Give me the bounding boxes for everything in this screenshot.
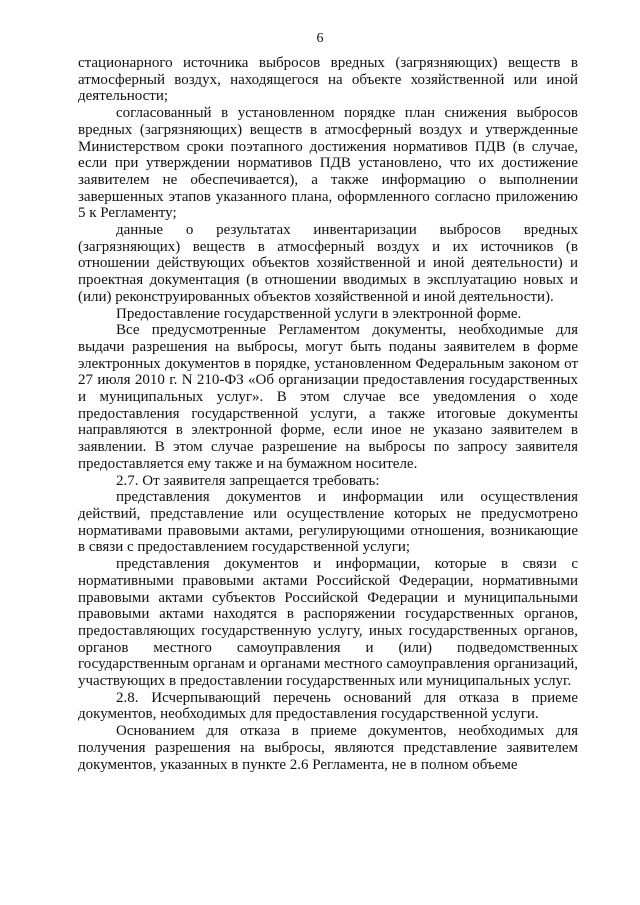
paragraph: данные о результатах инвентаризации выбросов вредных (загрязняющих) веществ в атмосферный воздух и их источников (в отношении действующих объектов хозяйственной и иной деятельности) и проектная документация (в отношении вводимых в эксплуатацию новых и (или) реконструированных объектов хозяйственной и иной деятельности).: [78, 222, 578, 305]
paragraph: представления документов и информации или осуществления действий, представление или осуществление которых не предусмотрено нормативами правовыми актами, регулирующими отношения, возникающие в связи с предоставлением государственной услуги;: [78, 489, 578, 556]
section-heading: 2.8. Исчерпывающий перечень оснований для отказа в приеме документов, необходимых для предоставления государственной услуги.: [78, 689, 578, 723]
paragraph: стационарного источника выбросов вредных (загрязняющих) веществ в атмосферный воздух, находящегося на объекте хозяйственной или иной деятельности;: [78, 55, 578, 105]
document-body: [78, 55, 578, 773]
page-number: 6: [316, 31, 324, 46]
paragraph: Основанием для отказа в приеме документов, необходимых для получения разрешения на выбросы, являются представление заявителем документов, указанных в пункте 2.6 Регламента, не в полном объеме: [78, 723, 578, 773]
paragraph: согласованный в установленном порядке план снижения выбросов вредных (загрязняющих) веществ в атмосферный воздух и утвержденные Министерством сроки поэтапного достижения нормативов ПДВ (в случае, если при утверждении нормативов ПДВ установлено, что их достижение заявителем не обеспечивается), а также информацию о выполнении завершенных этапов указанного плана, оформленного согласно приложению 5 к Регламенту;: [78, 105, 578, 222]
section-heading: 2.7. От заявителя запрещается требовать:: [116, 472, 380, 489]
paragraph: представления документов и информации, которые в связи с нормативными правовыми актами Российской Федерации, нормативными правовыми актами субъектов Российской Федерации и муниципальными правовыми актами находятся в распоряжении государственных органов, предоставляющих государственную услугу, иных государственных органов, органов местного самоуправления и (или) подведомственных государственным органам и органами местного самоуправления организаций, участвующих в предоставлении государственных или муниципальных услуг.: [78, 556, 578, 690]
paragraph: Предоставление государственной услуги в электронной форме.: [116, 305, 522, 322]
paragraph: Все предусмотренные Регламентом документы, необходимые для выдачи разрешения на выбросы, могут быть поданы заявителем в форме электронных документов в порядке, установленном Федеральным законом от 27 июля 2010 г. N 210-ФЗ «Об организации предоставления государственных и муниципальных услуг». В этом случае все уведомления о ходе предоставления государственной услуги, а также итоговые документы направляются в электронной форме, если иное не указано заявителем в заявлении. В этом случае разрешение на выбросы по запросу заявителя предоставляется ему также и на бумажном носителе.: [78, 322, 578, 472]
